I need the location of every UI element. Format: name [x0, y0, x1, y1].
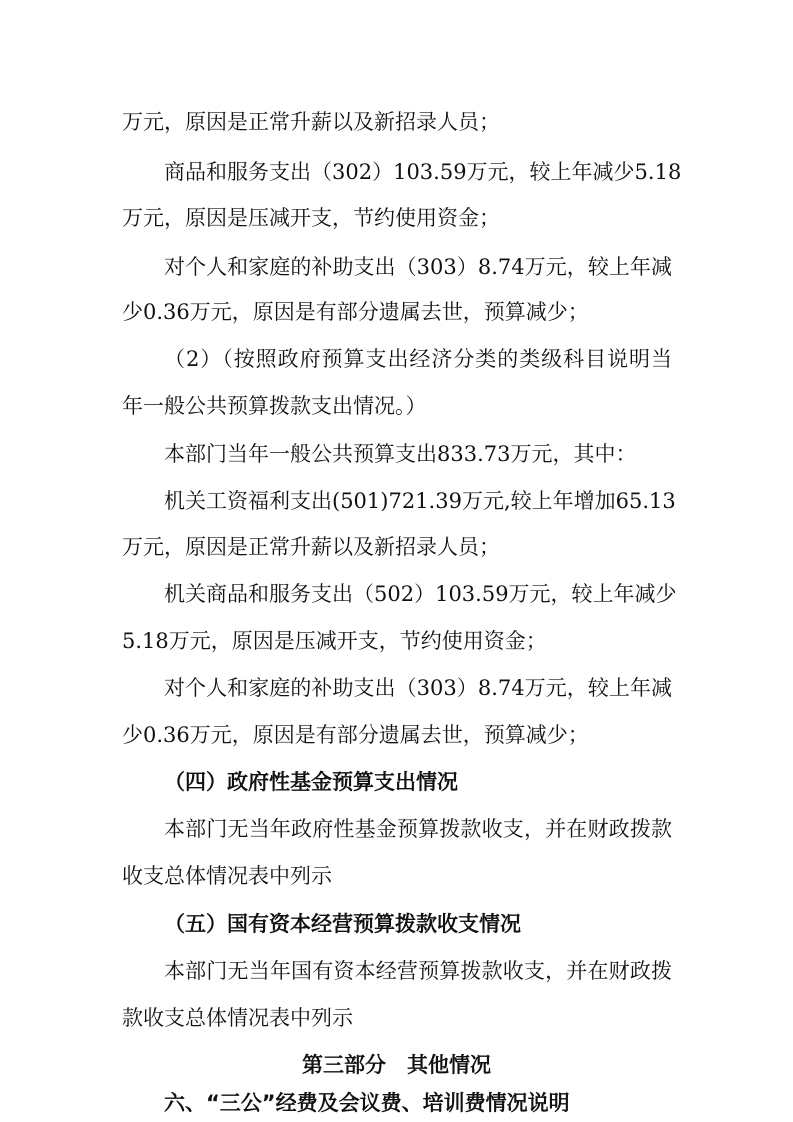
paragraph-line: 机关工资福利支出(501)721.39万元,较上年增加65.13	[164, 489, 676, 513]
section-heading: （四）政府性基金预算支出情况	[164, 770, 458, 794]
part-title: 第三部分 其他情况	[302, 1053, 491, 1077]
paragraph-line: 对个人和家庭的补助支出（303）8.74万元，较上年减	[164, 255, 672, 279]
paragraph-line: 对个人和家庭的补助支出（303）8.74万元，较上年减	[164, 676, 672, 700]
paragraph-line: 万元，原因是正常升薪以及新招录人员；	[122, 110, 500, 134]
paragraph-line: 万元，原因是正常升薪以及新招录人员；	[122, 535, 500, 559]
paragraph-line: 收支总体情况表中列示	[122, 864, 332, 888]
paragraph-line: 少0.36万元，原因是有部分遗属去世，预算减少；	[122, 723, 589, 747]
paragraph-line: 本部门无当年国有资本经营预算拨款收支，并在财政拨	[164, 959, 672, 983]
paragraph-line: 本部门当年一般公共预算支出833.73万元，其中：	[164, 442, 637, 466]
paragraph-line: 本部门无当年政府性基金预算拨款收支，并在财政拨款	[164, 817, 672, 841]
paragraph-line: 机关商品和服务支出（502）103.59万元，较上年减少	[164, 582, 677, 606]
paragraph-line: （2）（按照政府预算支出经济分类的类级科目说明当	[164, 347, 672, 371]
paragraph-line: 5.18万元，原因是压减开支，节约使用资金；	[122, 629, 547, 653]
paragraph-line: 商品和服务支出（302）103.59万元，较上年减少5.18	[164, 160, 682, 184]
paragraph-line: 款收支总体情况表中列示	[122, 1006, 353, 1030]
paragraph-line: 年一般公共预算拨款支出情况。）	[122, 394, 427, 418]
paragraph-line: 万元，原因是压减开支，节约使用资金；	[122, 206, 500, 230]
section-heading: （五）国有资本经营预算拨款收支情况	[164, 912, 521, 936]
section-title: 六、“三公”经费及会议费、培训费情况说明	[164, 1091, 570, 1115]
paragraph-line: 少0.36万元，原因是有部分遗属去世，预算减少；	[122, 300, 589, 324]
